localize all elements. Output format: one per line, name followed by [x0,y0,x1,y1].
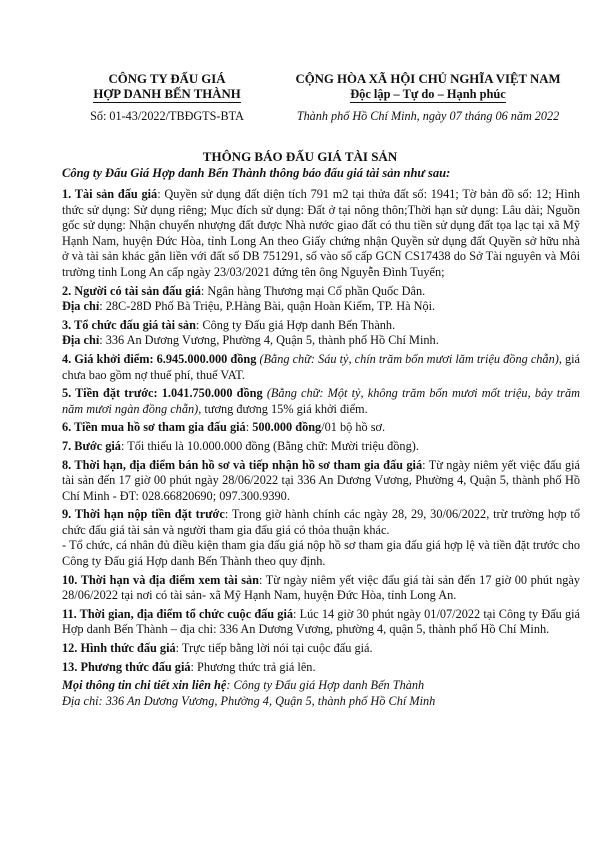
item-9-note: - Tổ chức, cá nhân đủ điều kiện tham gia đấu giá nộp hồ sơ tham gia đấu giá hợp lệ và tiền đặt trước cho Công ty Đấu giá Hợp danh Bến Thành theo quy định. [62,538,580,569]
item-8: 8. Thời hạn, địa điểm bán hồ sơ và tiếp nhận hồ sơ tham gia đấu giá: Từ ngày niêm yết việc đấu giá tài sản đến 17 giờ 00 phút ngày 28/06/2022 tại 336 An Dương Vương, Phường 4, Quận 5, thành phố Hồ Chí Minh - ĐT: 028.66820690; 097.300.9390. [62,457,580,503]
item-3-address: Địa chỉ: 336 An Dương Vương, Phường 4, Quận 5, thành phố Hồ Chí Minh. [62,333,439,348]
national-heading-block [276,72,580,124]
item-6: 6. Tiền mua hồ sơ tham gia đấu giá: 500.000 đồng/01 bộ hồ sơ. [62,420,386,435]
national-motto: Độc lập – Tự do – Hạnh phúc [350,87,506,101]
company-name-line1: CÔNG TY ĐẤU GIÁ [108,72,226,86]
document-date: Thành phố Hồ Chí Minh, ngày 07 tháng 06 năm 2022 [296,109,560,123]
item-2: 2. Người có tài sản đấu giá: Ngân hàng Thương mại Cổ phần Quốc Dân. [62,283,426,298]
item-3: 3. Tổ chức đấu giá tài sản: Công ty Đấu giá Hợp danh Bến Thành. [62,317,396,332]
item-10: 10. Thời hạn và địa điểm xem tài sản: Từ ngày niêm yết việc đấu giá tài sản đến 17 giờ 00 phút ngày 28/06/2022 tại nơi có tài sản- xã Mỹ Hạnh Nam, huyện Đức Hòa, tỉnh Long An. [62,572,580,603]
nation-name: CỘNG HÒA XÃ HỘI CHỦ NGHĨA VIỆT NAM [295,72,561,86]
item-11: 11. Thời gian, địa điểm tổ chức cuộc đấu giá: Lúc 14 giờ 30 phút ngày 01/07/2022 tại Công ty Đấu giá Hợp danh Bến Thành – địa chỉ: 336 An Dương Vương, phường 4, quận 5, thành phố Hồ Chí Minh. [62,606,580,637]
document-title: THÔNG BÁO ĐẤU GIÁ TÀI SẢN [202,149,398,164]
contact-address: Địa chỉ: 336 An Dương Vương, Phường 4, Quận 5, thành phố Hồ Chí Minh [62,693,436,708]
issuer-block [62,72,272,124]
document-number: Số: 01-43/2022/TBĐGTS-BTA [90,109,244,123]
item-4: 4. Giá khởi điểm: 6.945.000.000 đồng (Bằng chữ: Sáu tỷ, chín trăm bốn mươi lăm triệu đồng chẵn), giá chưa bao gồm nợ thuế phí, thuế VAT. [62,351,581,382]
company-name-line2: HỢP DANH BẾN THÀNH [93,87,241,101]
notice-body [62,187,580,712]
item-9: 9. Thời hạn nộp tiền đặt trước: Trong giờ hành chính các ngày 28, 29, 30/06/2022, trừ trường hợp tổ chức đấu giá tài sản và người tham gia đấu giá có thỏa thuận khác. [62,507,580,537]
contact-info: Mọi thông tin chi tiết xin liên hệ: Công ty Đấu giá Hợp danh Bến Thành [62,678,425,693]
intro-text: Công ty Đấu Giá Hợp danh Bến Thành thông báo đấu giá tài sản như sau: [62,166,451,180]
item-13: 13. Phương thức đấu giá: Phương thức trả giá lên. [62,659,316,674]
item-2-address: Địa chỉ: 28C-28D Phố Bà Triệu, P.Hàng Bài, quận Hoàn Kiếm, TP. Hà Nội. [62,299,436,314]
item-7: 7. Bước giá: Tối thiểu là 10.000.000 đồng (Bằng chữ: Mười triệu đồng). [62,438,419,453]
item-12: 12. Hình thức đấu giá: Trực tiếp bằng lời nói tại cuộc đấu giá. [62,641,373,656]
item-1: 1. Tài sản đấu giá: Quyền sử dụng đất diện tích 791 m2 tại thửa đất số: 1941; Tờ bản đồ số: 12; Hình thức sử dụng: Sử dụng riêng; Mục đích sử dụng: Đất ở tại nông thôn;Thời hạn sử dụng: Lâu dài; Nguồn gốc sử dụng: Nhận chuyển nhượng đất được Nhà nước giao đất có thu tiền sử dụng đất tọa lạc tại xã Mỹ Hạnh Nam, huyện Đức Hòa, tỉnh Long An theo Giấy chứng nhận Quyền sử dụng đất Quyền sở hữu nhà ở và tài sản khác gắn liền với đất số DB 751291, số vào sổ cấp GCN CS17438 do Sở Tài nguyên và Môi trường tỉnh Long An cấp ngày 23/03/2021 đứng tên ông Nguyễn Đình Tuyến; [62,187,580,279]
item-5: 5. Tiền đặt trước: 1.041.750.000 đồng (Bằng chữ: Một tỷ, không trăm bốn mươi mốt triệu, bảy trăm năm mươi ngàn đồng chẵn), tương đương 15% giá khởi điểm. [62,386,580,416]
